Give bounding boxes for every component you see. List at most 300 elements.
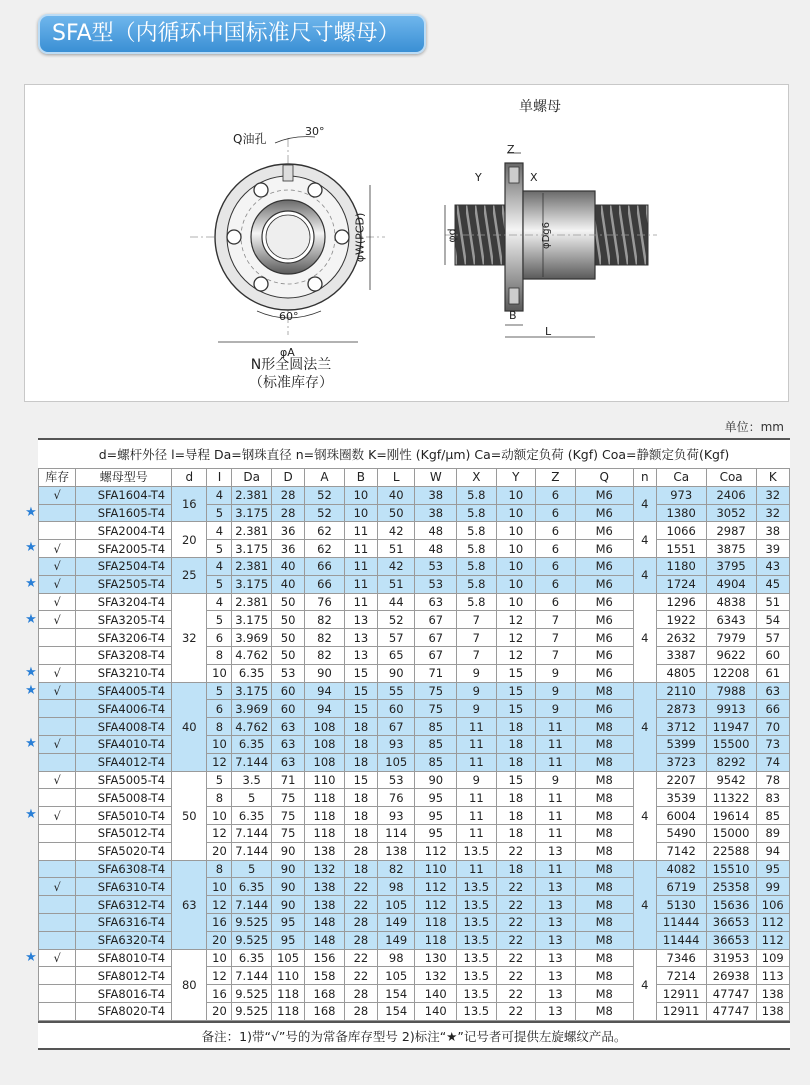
cell-lead: 4	[207, 486, 232, 504]
cell-d: 20	[172, 522, 207, 558]
header-stock: 库存	[39, 469, 76, 487]
cell-k: 63	[756, 682, 789, 700]
cell-model: SFA5020-T4	[76, 842, 172, 860]
cell-k: 61	[756, 664, 789, 682]
cell-x: 7	[457, 629, 497, 647]
cell-model: SFA4005-T4	[76, 682, 172, 700]
cell-k: 109	[756, 949, 789, 967]
cell-l: 51	[378, 540, 415, 558]
cell-b: 13	[344, 646, 377, 664]
cell-k: 43	[756, 557, 789, 575]
cell-a: 118	[305, 789, 345, 807]
cell-a: 108	[305, 735, 345, 753]
cell-z: 11	[536, 807, 576, 825]
cell-x: 7	[457, 646, 497, 664]
cell-l: 149	[378, 913, 415, 931]
table-row	[39, 700, 790, 718]
cell-w: 95	[415, 824, 457, 842]
cell-z: 13	[536, 878, 576, 896]
cell-q: M8	[575, 949, 633, 967]
cell-stock	[39, 646, 76, 664]
cell-x: 5.8	[457, 557, 497, 575]
cell-coa: 9542	[706, 771, 756, 789]
cell-q: M8	[575, 896, 633, 914]
cell-y: 22	[496, 913, 536, 931]
cell-w: 53	[415, 557, 457, 575]
table-row	[39, 807, 790, 825]
cell-l: 42	[378, 522, 415, 540]
cell-stock	[39, 931, 76, 949]
cell-stock	[39, 860, 76, 878]
table-row	[39, 913, 790, 931]
cell-ca: 1180	[656, 557, 706, 575]
cell-x: 5.8	[457, 486, 497, 504]
table-row	[39, 486, 790, 504]
cell-z: 13	[536, 985, 576, 1003]
cell-da: 3.5	[232, 771, 272, 789]
cell-l: 42	[378, 557, 415, 575]
cell-l: 57	[378, 629, 415, 647]
cell-d: 36	[271, 540, 304, 558]
cell-d: 75	[271, 807, 304, 825]
cell-ca: 2110	[656, 682, 706, 700]
cell-y: 10	[496, 557, 536, 575]
cell-n: 4	[633, 593, 656, 682]
cell-d: 90	[271, 842, 304, 860]
cell-lead: 12	[207, 824, 232, 842]
cell-y: 22	[496, 985, 536, 1003]
cell-lead: 20	[207, 842, 232, 860]
left-caption-line2: （标准库存）	[249, 375, 333, 391]
cell-a: 110	[305, 771, 345, 789]
cell-lead: 6	[207, 700, 232, 718]
cell-coa: 36653	[706, 913, 756, 931]
cell-d: 50	[271, 646, 304, 664]
cell-q: M8	[575, 824, 633, 842]
cell-k: 38	[756, 522, 789, 540]
table-row	[39, 896, 790, 914]
cell-da: 9.525	[232, 985, 272, 1003]
cell-ca: 1551	[656, 540, 706, 558]
cell-k: 78	[756, 771, 789, 789]
cell-da: 7.144	[232, 842, 272, 860]
cell-w: 130	[415, 949, 457, 967]
cell-q: M8	[575, 735, 633, 753]
cell-q: M6	[575, 700, 633, 718]
cell-lead: 5	[207, 682, 232, 700]
cell-n: 4	[633, 860, 656, 949]
cell-lead: 10	[207, 735, 232, 753]
cell-l: 149	[378, 931, 415, 949]
cell-coa: 2987	[706, 522, 756, 540]
cell-stock	[39, 967, 76, 985]
cell-model: SFA8010-T4	[76, 949, 172, 967]
cell-lead: 4	[207, 557, 232, 575]
cell-a: 138	[305, 896, 345, 914]
cell-b: 18	[344, 807, 377, 825]
cell-q: M8	[575, 753, 633, 771]
table-row	[39, 540, 790, 558]
cell-w: 118	[415, 931, 457, 949]
cell-z: 7	[536, 629, 576, 647]
cell-x: 7	[457, 611, 497, 629]
cell-y: 15	[496, 682, 536, 700]
cell-z: 11	[536, 735, 576, 753]
cell-a: 52	[305, 486, 345, 504]
table-row	[39, 753, 790, 771]
cell-w: 85	[415, 735, 457, 753]
cell-stock: √	[39, 878, 76, 896]
cell-d: 50	[271, 593, 304, 611]
cell-ca: 1380	[656, 504, 706, 522]
cell-x: 11	[457, 735, 497, 753]
footnote: 备注：1)带“√”号的为常备库存型号 2)标注“★”记号者可提供左旋螺纹产品。	[38, 1021, 790, 1048]
cell-lead: 12	[207, 896, 232, 914]
cell-ca: 12911	[656, 1002, 706, 1020]
cell-a: 148	[305, 931, 345, 949]
cell-y: 22	[496, 896, 536, 914]
cell-z: 7	[536, 611, 576, 629]
cell-ca: 973	[656, 486, 706, 504]
cell-da: 2.381	[232, 557, 272, 575]
cell-b: 18	[344, 789, 377, 807]
cell-lead: 4	[207, 522, 232, 540]
cell-y: 22	[496, 842, 536, 860]
cell-k: 113	[756, 967, 789, 985]
header-lead: I	[207, 469, 232, 487]
cell-d: 105	[271, 949, 304, 967]
cell-z: 7	[536, 646, 576, 664]
cell-l: 138	[378, 842, 415, 860]
cell-d: 63	[172, 860, 207, 949]
cell-d: 80	[172, 949, 207, 1020]
cell-stock	[39, 824, 76, 842]
cell-lead: 8	[207, 718, 232, 736]
cell-model: SFA5008-T4	[76, 789, 172, 807]
cell-l: 154	[378, 985, 415, 1003]
cell-x: 13.5	[457, 878, 497, 896]
cell-ca: 1296	[656, 593, 706, 611]
cell-coa: 15500	[706, 735, 756, 753]
cell-da: 9.525	[232, 931, 272, 949]
cell-w: 90	[415, 771, 457, 789]
cell-y: 10	[496, 593, 536, 611]
table-row	[39, 878, 790, 896]
cell-w: 112	[415, 842, 457, 860]
cell-z: 6	[536, 557, 576, 575]
cell-k: 54	[756, 611, 789, 629]
cell-coa: 4904	[706, 575, 756, 593]
cell-d: 28	[271, 504, 304, 522]
cell-ca: 6719	[656, 878, 706, 896]
cell-k: 106	[756, 896, 789, 914]
cell-k: 66	[756, 700, 789, 718]
cell-x: 11	[457, 718, 497, 736]
cell-l: 90	[378, 664, 415, 682]
cell-stock: √	[39, 682, 76, 700]
cell-b: 11	[344, 593, 377, 611]
star-icon: ★	[25, 807, 37, 823]
cell-y: 10	[496, 575, 536, 593]
cell-d: 60	[271, 700, 304, 718]
cell-da: 3.175	[232, 575, 272, 593]
cell-lead: 8	[207, 860, 232, 878]
cell-lead: 12	[207, 753, 232, 771]
header-d: d	[172, 469, 207, 487]
cell-x: 9	[457, 771, 497, 789]
cell-a: 158	[305, 967, 345, 985]
star-icon: ★	[25, 540, 37, 556]
cell-model: SFA6320-T4	[76, 931, 172, 949]
header-row	[39, 469, 790, 487]
cell-x: 11	[457, 753, 497, 771]
cell-a: 108	[305, 718, 345, 736]
cell-ca: 3723	[656, 753, 706, 771]
cell-ca: 4805	[656, 664, 706, 682]
cell-da: 5	[232, 789, 272, 807]
cell-k: 39	[756, 540, 789, 558]
cell-model: SFA2004-T4	[76, 522, 172, 540]
cell-model: SFA2005-T4	[76, 540, 172, 558]
page-title: SFA型（内循环中国标准尺寸螺母）	[38, 14, 426, 54]
x-label: X	[530, 171, 538, 184]
cell-z: 13	[536, 967, 576, 985]
cell-da: 2.381	[232, 593, 272, 611]
cell-model: SFA6310-T4	[76, 878, 172, 896]
cell-b: 28	[344, 1002, 377, 1020]
cell-k: 70	[756, 718, 789, 736]
cell-w: 85	[415, 753, 457, 771]
cell-ca: 3712	[656, 718, 706, 736]
cell-d: 95	[271, 913, 304, 931]
cell-d: 90	[271, 878, 304, 896]
cell-model: SFA1605-T4	[76, 504, 172, 522]
cell-q: M6	[575, 540, 633, 558]
cell-q: M8	[575, 771, 633, 789]
header-da: Da	[232, 469, 272, 487]
cell-d: 71	[271, 771, 304, 789]
cell-lead: 16	[207, 985, 232, 1003]
cell-b: 18	[344, 753, 377, 771]
cell-stock	[39, 985, 76, 1003]
cell-stock: √	[39, 949, 76, 967]
cell-a: 82	[305, 646, 345, 664]
cell-k: 94	[756, 842, 789, 860]
cell-z: 11	[536, 718, 576, 736]
cell-l: 50	[378, 504, 415, 522]
angle-30-label: 30°	[305, 125, 325, 138]
cell-ca: 3539	[656, 789, 706, 807]
cell-stock: √	[39, 557, 76, 575]
cell-x: 13.5	[457, 896, 497, 914]
cell-w: 38	[415, 504, 457, 522]
spec-table	[38, 468, 790, 1021]
cell-n: 4	[633, 522, 656, 558]
table-row	[39, 575, 790, 593]
cell-q: M8	[575, 985, 633, 1003]
cell-stock	[39, 1002, 76, 1020]
cell-a: 82	[305, 611, 345, 629]
cell-coa: 31953	[706, 949, 756, 967]
cell-ca: 2207	[656, 771, 706, 789]
cell-w: 85	[415, 718, 457, 736]
star-icon: ★	[25, 949, 37, 965]
table-row	[39, 860, 790, 878]
cell-x: 11	[457, 789, 497, 807]
cell-b: 28	[344, 913, 377, 931]
cell-lead: 5	[207, 611, 232, 629]
cell-d: 36	[271, 522, 304, 540]
cell-d: 50	[271, 629, 304, 647]
cell-x: 13.5	[457, 967, 497, 985]
cell-ca: 7142	[656, 842, 706, 860]
cell-coa: 3052	[706, 504, 756, 522]
cell-ca: 1922	[656, 611, 706, 629]
cell-lead: 5	[207, 575, 232, 593]
header-l: L	[378, 469, 415, 487]
cell-stock	[39, 700, 76, 718]
cell-a: 138	[305, 842, 345, 860]
left-caption-line1: N形全圆法兰	[250, 357, 332, 373]
cell-q: M8	[575, 842, 633, 860]
cell-y: 10	[496, 522, 536, 540]
cell-z: 13	[536, 949, 576, 967]
cell-q: M8	[575, 718, 633, 736]
cell-k: 45	[756, 575, 789, 593]
header-outer-d: D	[271, 469, 304, 487]
cell-da: 3.969	[232, 700, 272, 718]
header-q: Q	[575, 469, 633, 487]
phi-a-label: φA	[280, 346, 295, 359]
cell-w: 53	[415, 575, 457, 593]
cell-d: 50	[172, 771, 207, 860]
cell-b: 18	[344, 718, 377, 736]
cell-lead: 5	[207, 771, 232, 789]
table-row	[39, 611, 790, 629]
cell-d: 118	[271, 985, 304, 1003]
cell-k: 95	[756, 860, 789, 878]
cell-n: 4	[633, 486, 656, 522]
cell-model: SFA8016-T4	[76, 985, 172, 1003]
cell-l: 98	[378, 878, 415, 896]
cell-model: SFA5012-T4	[76, 824, 172, 842]
cell-ca: 1066	[656, 522, 706, 540]
star-icon: ★	[25, 665, 37, 680]
cell-d: 32	[172, 593, 207, 682]
cell-k: 83	[756, 789, 789, 807]
cell-da: 3.175	[232, 540, 272, 558]
cell-lead: 12	[207, 967, 232, 985]
cell-d: 16	[172, 486, 207, 522]
cell-coa: 2406	[706, 486, 756, 504]
cell-stock: √	[39, 486, 76, 504]
cell-a: 94	[305, 700, 345, 718]
cell-l: 93	[378, 807, 415, 825]
cell-y: 10	[496, 540, 536, 558]
cell-b: 11	[344, 575, 377, 593]
header-model: 螺母型号	[76, 469, 172, 487]
cell-model: SFA5005-T4	[76, 771, 172, 789]
cell-d: 53	[271, 664, 304, 682]
cell-y: 22	[496, 931, 536, 949]
cell-z: 11	[536, 789, 576, 807]
cell-y: 22	[496, 949, 536, 967]
table-row	[39, 735, 790, 753]
cell-a: 132	[305, 860, 345, 878]
cell-da: 7.144	[232, 896, 272, 914]
cell-coa: 25358	[706, 878, 756, 896]
cell-l: 105	[378, 896, 415, 914]
cell-model: SFA2504-T4	[76, 557, 172, 575]
cell-model: SFA3208-T4	[76, 646, 172, 664]
cell-d: 75	[271, 824, 304, 842]
cell-lead: 8	[207, 646, 232, 664]
unit-label: 单位：mm	[724, 420, 784, 434]
cell-z: 6	[536, 575, 576, 593]
table-row	[39, 664, 790, 682]
cell-a: 62	[305, 540, 345, 558]
cell-stock	[39, 718, 76, 736]
technical-drawing	[25, 85, 790, 403]
cell-a: 118	[305, 824, 345, 842]
cell-ca: 7214	[656, 967, 706, 985]
cell-coa: 22588	[706, 842, 756, 860]
table-row	[39, 629, 790, 647]
cell-a: 168	[305, 985, 345, 1003]
cell-a: 52	[305, 504, 345, 522]
table-row	[39, 593, 790, 611]
cell-w: 71	[415, 664, 457, 682]
cell-a: 66	[305, 575, 345, 593]
cell-q: M6	[575, 593, 633, 611]
cell-a: 82	[305, 629, 345, 647]
spec-table-body	[39, 486, 790, 1020]
cell-model: SFA3205-T4	[76, 611, 172, 629]
cell-l: 44	[378, 593, 415, 611]
cell-b: 18	[344, 860, 377, 878]
cell-q: M6	[575, 664, 633, 682]
cell-w: 110	[415, 860, 457, 878]
cell-model: SFA4010-T4	[76, 735, 172, 753]
cell-w: 67	[415, 646, 457, 664]
cell-b: 28	[344, 842, 377, 860]
cell-z: 13	[536, 1002, 576, 1020]
table-row	[39, 824, 790, 842]
cell-w: 118	[415, 913, 457, 931]
cell-q: M6	[575, 557, 633, 575]
cell-y: 22	[496, 1002, 536, 1020]
cell-d: 28	[271, 486, 304, 504]
cell-a: 94	[305, 682, 345, 700]
cell-stock: √	[39, 664, 76, 682]
cell-lead: 20	[207, 1002, 232, 1020]
cell-d: 95	[271, 931, 304, 949]
cell-coa: 15510	[706, 860, 756, 878]
cell-l: 67	[378, 718, 415, 736]
cell-q: M8	[575, 1002, 633, 1020]
table-row	[39, 718, 790, 736]
cell-b: 18	[344, 824, 377, 842]
cell-coa: 4838	[706, 593, 756, 611]
cell-model: SFA3206-T4	[76, 629, 172, 647]
cell-w: 132	[415, 967, 457, 985]
cell-a: 156	[305, 949, 345, 967]
cell-w: 75	[415, 700, 457, 718]
cell-y: 18	[496, 753, 536, 771]
cell-w: 67	[415, 611, 457, 629]
cell-da: 2.381	[232, 522, 272, 540]
cell-coa: 15636	[706, 896, 756, 914]
